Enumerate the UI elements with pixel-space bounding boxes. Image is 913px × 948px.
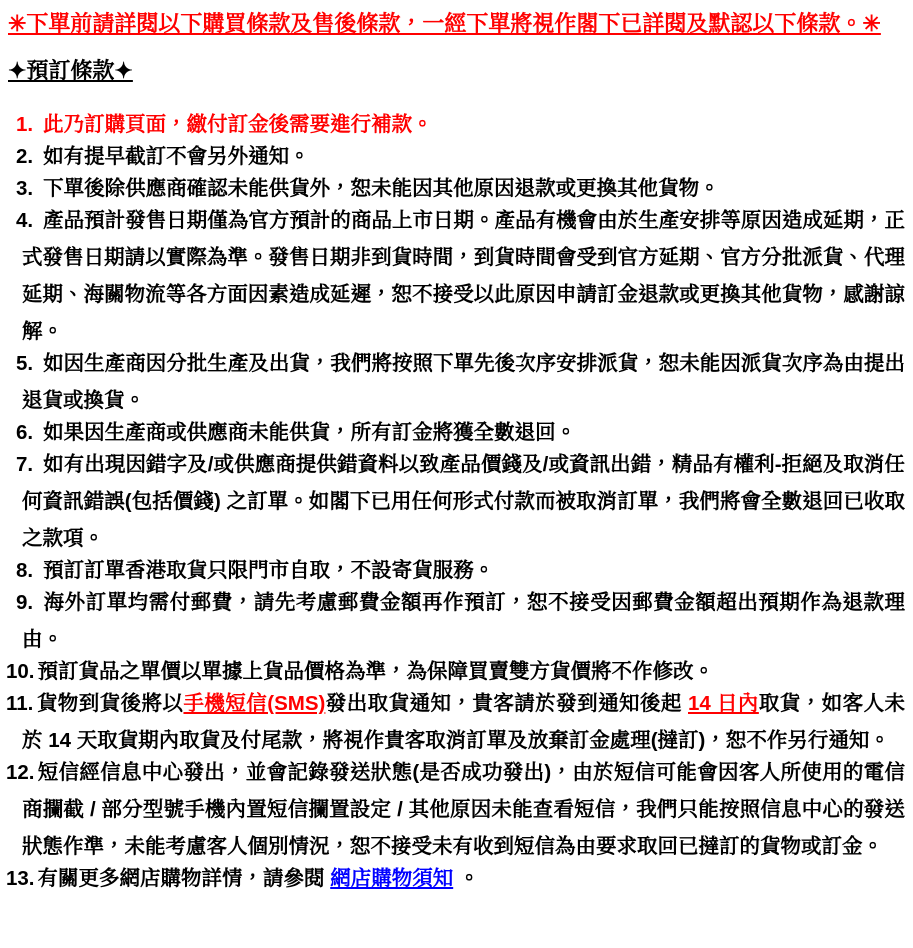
term-text-segment: 如因生產商因分批生產及出貨，我們將按照下單先後次序安排派貨，恕未能因派貨次序為由提出退貨或換貨。 — [22, 352, 905, 412]
term-number: 1. — [16, 113, 34, 136]
term-number: 4. — [16, 209, 34, 232]
term-item — [8, 446, 905, 557]
term-number: 6. — [16, 421, 34, 444]
term-item — [8, 584, 905, 658]
term-number: 11. — [6, 692, 34, 715]
term-highlight: 14 日內 — [688, 692, 759, 715]
term-number: 12. — [6, 761, 35, 784]
section-title: ✦預訂條款✦ — [8, 58, 133, 83]
term-number: 7. — [16, 453, 34, 476]
term-text-segment: 。 — [453, 867, 480, 890]
term-text-segment: 如有提早截訂不會另外通知。 — [43, 145, 310, 168]
notice-banner: ✳下單前請詳閱以下購買條款及售後條款，一經下單將視作閣下已詳閱及默認以下條款。✳ — [8, 11, 881, 36]
term-number: 3. — [16, 177, 34, 200]
term-item — [8, 860, 905, 897]
terms-list — [8, 106, 905, 897]
term-item — [8, 202, 905, 350]
term-highlight: 手機短信(SMS) — [183, 692, 326, 715]
term-item — [8, 685, 905, 759]
term-number: 13. — [6, 867, 35, 890]
term-number: 5. — [16, 352, 34, 375]
term-text-segment: 如果因生產商或供應商未能供貨，所有訂金將獲全數退回。 — [43, 421, 577, 444]
term-text-segment: 有關更多網店購物詳情，請參閱 — [37, 867, 331, 890]
term-text-segment: 如有出現因錯字及/或供應商提供錯資料以致產品價錢及/或資訊出錯，精品有權利-拒絕及取消任何資訊錯誤(包括價錢) 之訂單。如閣下已用任何形式付款而被取消訂單，我們將會全數退回已收取之款項。 — [22, 453, 905, 550]
term-item — [8, 345, 905, 419]
term-text-segment: 預訂訂單香港取貨只限門市自取，不設寄貨服務。 — [43, 559, 495, 582]
term-number: 8. — [16, 559, 34, 582]
shop-guide-link[interactable]: 網店購物須知 — [330, 867, 454, 890]
term-text-segment: 取貨，如客人未於 14 天取貨期內取貨及付尾款，將視作貴客取消訂單及放棄訂金處理(撻訂)，恕不作另行通知。 — [22, 692, 906, 752]
term-item — [8, 754, 905, 865]
term-text-segment: 發出取貨通知，貴客請於發到通知後起 — [325, 692, 688, 715]
term-text-segment: 貨物到貨後將以 — [36, 692, 184, 715]
term-text-segment: 短信經信息中心發出，並會記錄發送狀態(是否成功發出)，由於短信可能會因客人所使用的電信商攔截 / 部分型號手機內置短信攔置設定 / 其他原因未能查看短信，我們只能按照信息中心的發送狀態作準，未能考慮客人個別情況，恕不接受未有收到短信為由要求取回已撻訂的貨物或訂金。 — [22, 761, 905, 858]
term-number: 9. — [16, 591, 34, 614]
term-text-segment: 產品預計發售日期僅為官方預計的商品上市日期。產品有機會由於生產安排等原因造成延期，正式發售日期請以實際為準。發售日期非到貨時間，到貨時間會受到官方延期、官方分批派貨、代理延期、海關物流等各方面因素造成延遲，恕不接受以此原因申請訂金退款或更換其他貨物，感謝諒解。 — [22, 209, 905, 343]
term-number: 10. — [6, 660, 35, 683]
term-text-segment: 預訂貨品之單價以單據上貨品價格為準，為保障買賣雙方貨價將不作修改。 — [37, 660, 714, 683]
term-text-segment: 下單後除供應商確認未能供貨外，恕未能因其他原因退款或更換其他貨物。 — [43, 177, 720, 200]
term-text-segment: 海外訂單均需付郵費，請先考慮郵費金額再作預訂，恕不接受因郵費金額超出預期作為退款理由。 — [22, 591, 905, 651]
term-text-segment: 此乃訂購頁面，繳付訂金後需要進行補款。 — [43, 113, 433, 136]
term-number: 2. — [16, 145, 34, 168]
